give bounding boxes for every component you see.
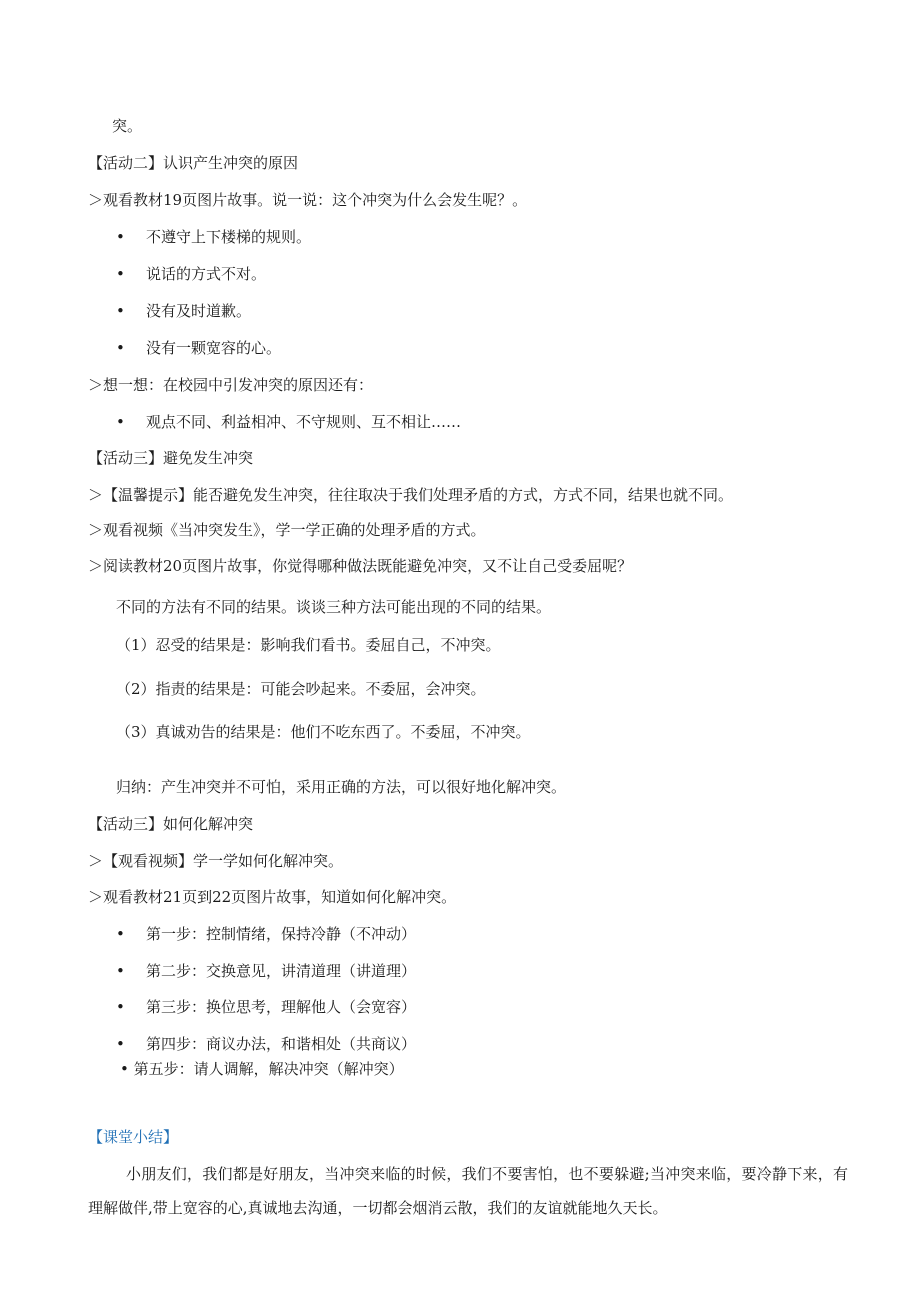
activity4-heading: 【活动三】如何化解冲突 (88, 815, 254, 833)
step-text: 第四步：商议办法，和谐相处（共商议） (146, 1035, 417, 1053)
activity3-video: ＞观看视频《当冲突发生》，学一学正确的处理矛盾的方式。 (88, 521, 486, 539)
bullet-icon: • (116, 925, 125, 943)
result-item: （3）真诚劝告的结果是：他们不吃东西了。不委屈，不冲突。 (116, 723, 531, 741)
activity2-observe: ＞观看教材19页图片故事。说一说：这个冲突为什么会发生呢？。 (88, 191, 528, 209)
activity4-video: ＞【观看视频】学一学如何化解冲突。 (88, 852, 344, 870)
step-text: 第二步：交换意见，讲清道理（讲道理） (146, 962, 417, 980)
bullet-icon: • (116, 1035, 125, 1053)
activity3-tip: ＞【温馨提示】能否避免发生冲突，往往取决于我们处理矛盾的方式，方式不同，结果也就不同。 (88, 486, 734, 504)
activity3-read: ＞阅读教材20页图片故事，你觉得哪种做法既能避免冲突，又不让自己受委屈呢？ (88, 557, 633, 575)
class-summary-text: 小朋友们，我们都是好朋友，当冲突来临的时候，我们不要害怕，也不要躲避;当冲突来临，要冷静下来，有理解做伴,带上宽容的心,真诚地去沟通，一切都会烟消云散，我们的友谊就能地久天长。 (88, 1165, 848, 1217)
step-text: 第三步：换位思考，理解他人（会宽容） (146, 998, 417, 1016)
activity4-observe: ＞观看教材21页到22页图片故事，知道如何化解冲突。 (88, 888, 457, 906)
class-summary-heading: 【课堂小结】 (88, 1128, 179, 1146)
activity3-summary: 归纳：产生冲突并不可怕，采用正确的方法，可以很好地化解冲突。 (116, 778, 567, 796)
result-item: （1）忍受的结果是：影响我们看书。委屈自己，不冲突。 (116, 636, 501, 654)
reason-text: 没有及时道歉。 (146, 302, 252, 320)
step-five: • 第五步：请人调解，解决冲突（解冲突） (120, 1060, 404, 1078)
bullet-icon: • (116, 339, 125, 357)
bullet-icon: • (116, 265, 125, 283)
result-item: （2）指责的结果是：可能会吵起来。不委屈，会冲突。 (116, 680, 486, 698)
bullet-icon: • (116, 962, 125, 980)
top-fragment: 突。 (112, 117, 143, 135)
bullet-icon: • (116, 302, 125, 320)
activity3-heading: 【活动三】避免发生冲突 (88, 449, 254, 467)
other-reasons-text: 观点不同、利益相冲、不守规则、互不相让…… (146, 413, 462, 431)
activity2-think: ＞想一想：在校园中引发冲突的原因还有： (88, 376, 374, 394)
activity3-intro: 不同的方法有不同的结果。谈谈三种方法可能出现的不同的结果。 (116, 598, 552, 616)
activity2-heading: 【活动二】认识产生冲突的原因 (88, 154, 299, 172)
step-text: 第一步：控制情绪，保持冷静（不冲动） (146, 925, 417, 943)
bullet-icon: • (116, 228, 125, 246)
reason-text: 不遵守上下楼梯的规则。 (146, 228, 312, 246)
reason-text: 说话的方式不对。 (146, 265, 267, 283)
bullet-icon: • (116, 413, 125, 431)
reason-text: 没有一颗宽容的心。 (146, 339, 282, 357)
bullet-icon: • (116, 998, 125, 1016)
